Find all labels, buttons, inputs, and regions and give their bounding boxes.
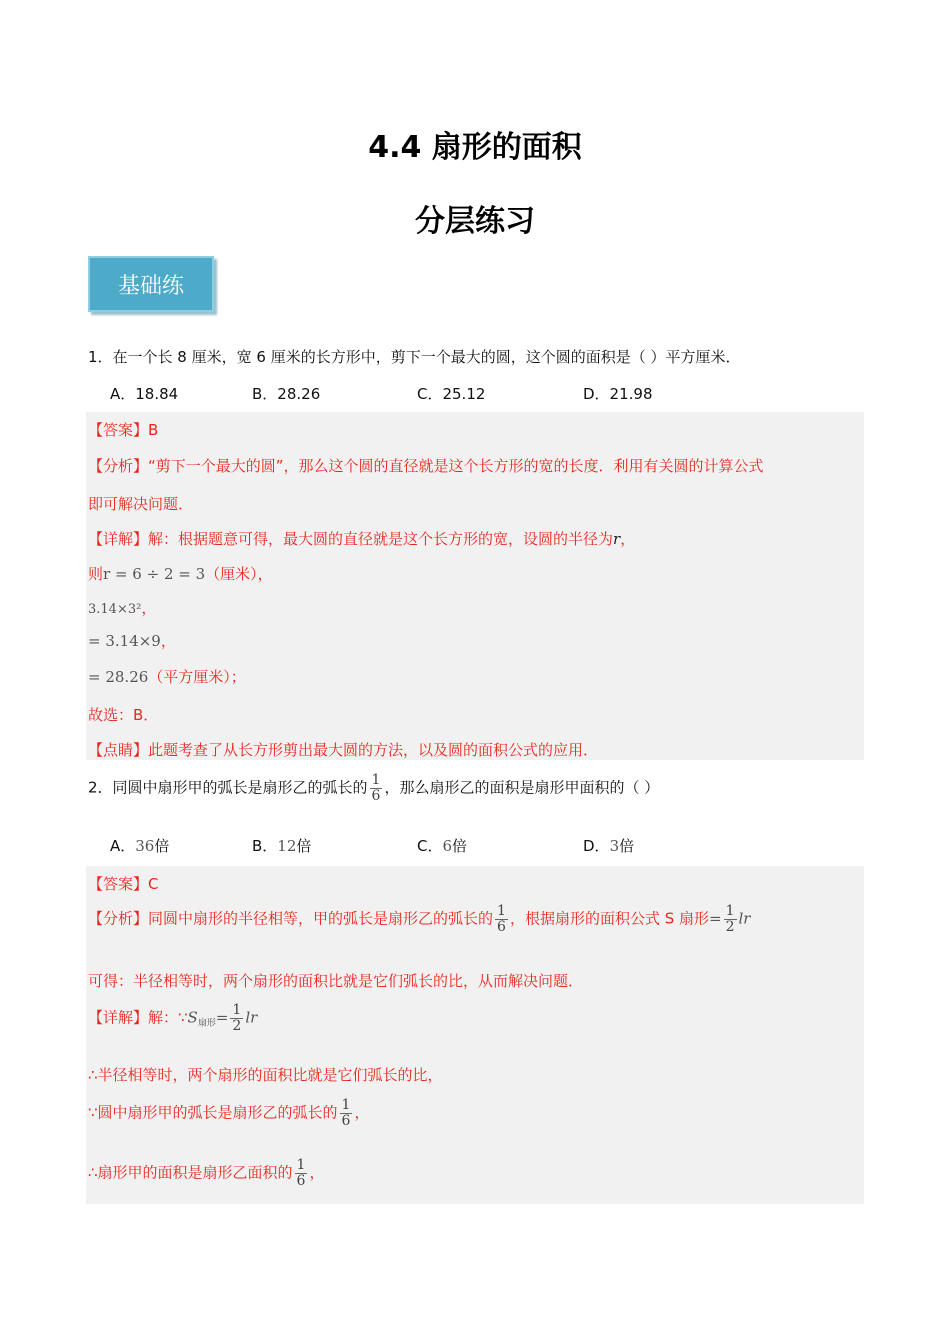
q1-detail-line1 <box>88 528 635 549</box>
q2-option-a-value: 36 <box>135 837 155 855</box>
q2-option-c-value: 6 <box>442 837 453 855</box>
q2-text-pre: 2．同圆中扇形甲的弧长是扇形乙的弧长的 <box>88 778 368 797</box>
q2-analysis-pre: 【分析】同圆中扇形的半径相等，甲的弧长是扇形乙的弧长的 <box>88 909 494 928</box>
q1-detail-line2-unit: （厘米）， <box>205 565 273 583</box>
q1-analysis-line2: 即可解决问题． <box>88 495 194 513</box>
q2-option-a-letter: A． <box>110 837 136 855</box>
q1-detail-line3 <box>88 597 156 618</box>
q2-detail-half-num: 1 <box>232 1002 242 1018</box>
q2-detail-line4-pre: ∴扇形甲的面积是扇形乙面积的 <box>88 1163 293 1182</box>
q2-option-b <box>252 835 311 856</box>
q2-analysis-frac-den: 6 <box>497 918 506 935</box>
q2-analysis-eq: = <box>709 909 722 928</box>
q2-option-d-letter: D． <box>583 837 610 855</box>
q2-detail-half-den: 2 <box>232 1017 242 1034</box>
q2-fraction <box>370 773 383 803</box>
q2-analysis-line2: 可得：半径相等时，两个扇形的面积比就是它们弧长的比，从而解决问题． <box>88 972 584 990</box>
page-title: 4.4 扇形的面积 <box>368 130 582 165</box>
q2-option-c <box>417 835 467 856</box>
q1-area-result: = 28.26 <box>88 668 149 686</box>
q2-option-c-letter: C． <box>417 837 443 855</box>
q1-option-d: D．21.98 <box>583 385 653 403</box>
q1-detail-line4-end: ， <box>160 632 176 650</box>
q1-detail-line5 <box>88 666 246 687</box>
q1-detail-line2 <box>88 563 273 584</box>
q2-detail-line3-end: ， <box>354 1103 370 1122</box>
q2-option-b-unit: 倍 <box>296 837 312 855</box>
q2-detail-line3-den: 6 <box>341 1112 351 1129</box>
q2-detail-line2: ∴半径相等时，两个扇形的面积比就是它们弧长的比， <box>88 1066 443 1084</box>
q1-answer: 【答案】B <box>88 421 159 439</box>
q1-detail-line2-pre: 则 <box>88 565 104 583</box>
q2-s-letter: S <box>187 1008 198 1027</box>
q1-detail-line1-text: 【详解】解：根据题意可得，最大圆的直径就是这个长方形的宽，设圆的半径为 <box>88 530 614 548</box>
q1-detail-line1-end: ， <box>620 530 636 548</box>
q2-option-b-value: 12 <box>277 837 297 855</box>
page-subtitle: 分层练习 <box>415 204 535 239</box>
q2-option-b-letter: B． <box>252 837 278 855</box>
q2-option-a-unit: 倍 <box>154 837 170 855</box>
q2-detail-line3 <box>88 1098 369 1128</box>
q2-detail-line3-pre: ∵圆中扇形甲的弧长是扇形乙的弧长的 <box>88 1103 338 1122</box>
q2-lr: lr <box>738 909 751 928</box>
q2-frac-num: 1 <box>371 772 381 788</box>
q1-comment: 【点睛】此题考查了从长方形剪出最大圆的方法，以及圆的面积公式的应用． <box>88 741 599 759</box>
q2-detail-line3-fraction <box>340 1098 353 1128</box>
q1-option-c: C．25.12 <box>417 385 486 403</box>
q2-option-a <box>110 835 169 856</box>
q1-option-b: B．28.26 <box>252 385 321 403</box>
q2-answer: 【答案】C <box>88 875 159 893</box>
q2-analysis-frac-num: 1 <box>497 903 506 919</box>
q2-analysis-mid: ，根据扇形的面积公式 S 扇形 <box>509 909 709 928</box>
q1-detail-line5-unit: （平方厘米）； <box>148 668 246 686</box>
q2-half-fraction <box>724 904 737 934</box>
q1-detail-line4 <box>88 630 176 651</box>
q2-detail-lr: lr <box>245 1008 258 1027</box>
q1-radius-var: r <box>613 530 621 548</box>
q2-analysis-fraction <box>495 904 508 934</box>
q1-detail-line3-end: ， <box>141 599 157 617</box>
q2-text-post: ，那么扇形乙的面积是扇形甲面积的（ ） <box>384 778 660 797</box>
q1-radius-calc: r = 6 ÷ 2 = 3 <box>103 565 206 583</box>
q2-detail-line4-num: 1 <box>296 1157 306 1173</box>
q2-option-d-unit: 倍 <box>619 837 635 855</box>
q2-analysis-line1 <box>88 904 750 934</box>
q2-detail-half-fraction <box>230 1003 243 1033</box>
q1-choose: 故选：B． <box>88 706 159 724</box>
q2-option-d-value: 3 <box>609 837 620 855</box>
q2-s-sub: 扇形 <box>197 1018 216 1029</box>
q1-area-expr: 3.14×3² <box>88 602 142 617</box>
q2-option-c-unit: 倍 <box>452 837 468 855</box>
q2-half-num: 1 <box>725 903 735 919</box>
q1-area-step: = 3.14×9 <box>88 632 161 650</box>
q1-analysis-line1: 【分析】“剪下一个最大的圆”，那么这个圆的直径就是这个长方形的宽的长度．利用有关圆的计算公式 <box>88 457 764 475</box>
section-badge-label: 基础练 <box>117 273 184 299</box>
q2-detail-line4-den: 6 <box>296 1172 306 1189</box>
q1-option-a: A．18.84 <box>110 385 179 403</box>
q2-detail-line4 <box>88 1158 324 1188</box>
q2-detail-line4-end: ， <box>309 1163 325 1182</box>
question-2-text <box>88 773 659 803</box>
q2-frac-den: 6 <box>371 787 381 804</box>
q2-option-d <box>583 835 634 856</box>
q2-detail-line4-fraction <box>295 1158 308 1188</box>
q2-half-den: 2 <box>725 918 735 935</box>
section-badge <box>88 256 214 312</box>
q2-detail-eq: = <box>215 1008 229 1027</box>
q2-detail-line3-num: 1 <box>341 1097 351 1113</box>
q2-detail-line1 <box>88 1003 257 1033</box>
question-1-text: 1．在一个长 8 厘米，宽 6 厘米的长方形中，剪下一个最大的圆，这个圆的面积是（ ）平方厘米． <box>88 348 741 366</box>
q2-detail-pre: 【详解】解：∵ <box>88 1008 188 1027</box>
